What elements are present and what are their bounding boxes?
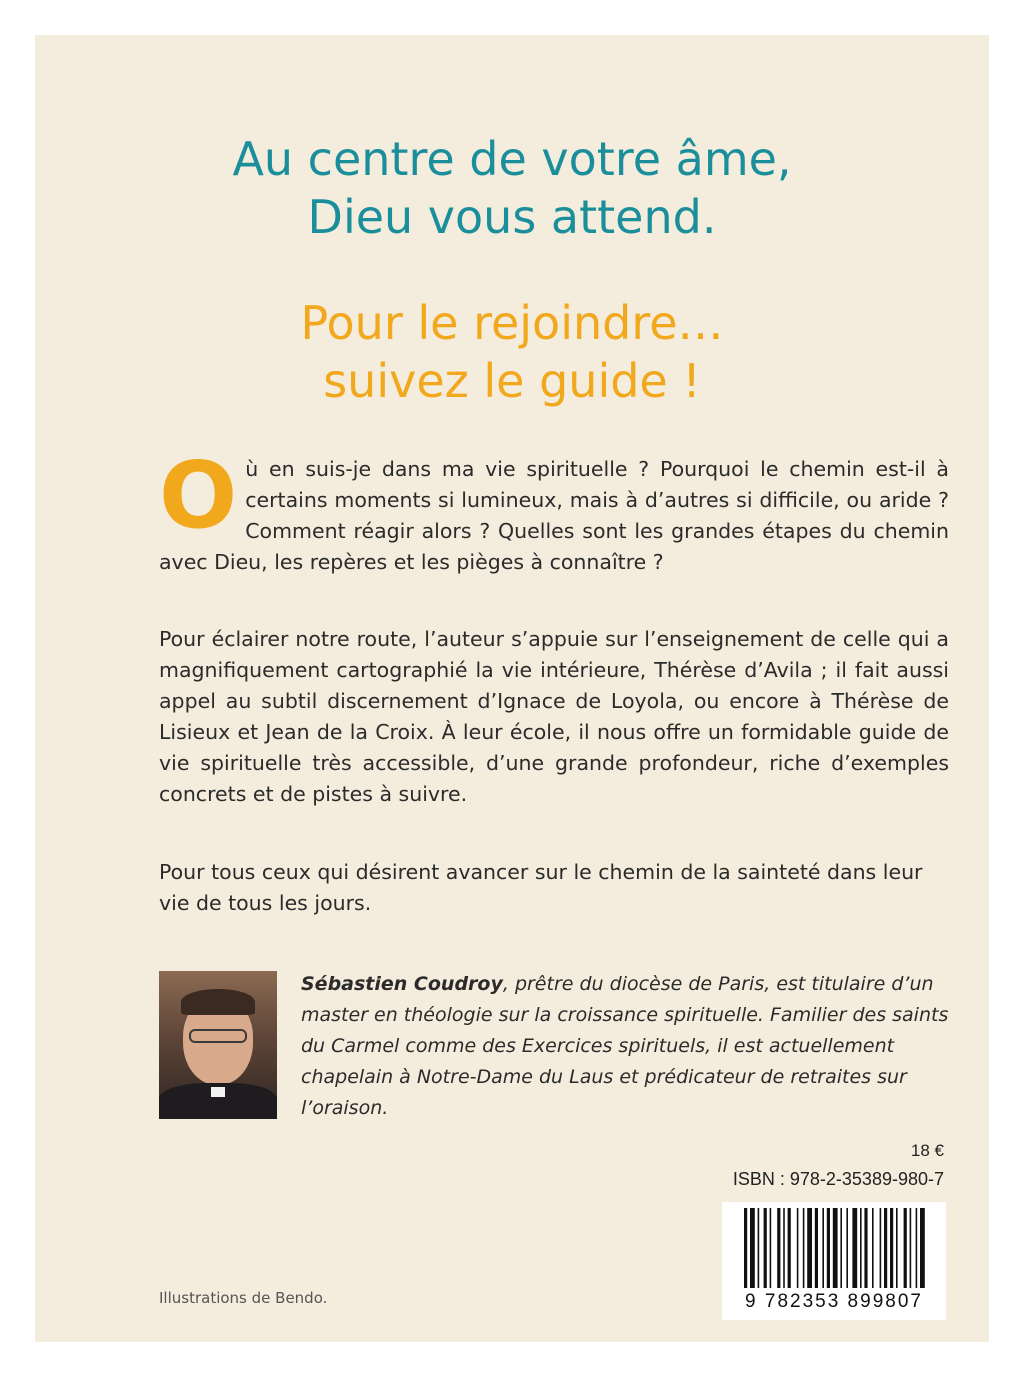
author-collar — [211, 1087, 225, 1097]
barcode-bar — [788, 1208, 791, 1288]
barcode-bar — [797, 1208, 799, 1288]
barcode-bar — [744, 1208, 747, 1288]
author-bio — [301, 969, 951, 1124]
author-name: Sébastien Coudroy — [301, 973, 503, 995]
author-glasses — [189, 1029, 247, 1043]
barcode-bar — [880, 1208, 882, 1288]
author-photo — [159, 971, 277, 1119]
dropcap: O — [159, 442, 238, 549]
barcode-bar — [910, 1208, 912, 1288]
barcode-bar — [860, 1208, 862, 1288]
author-hair — [181, 989, 255, 1015]
barcode-bars — [722, 1202, 946, 1292]
back-cover — [35, 35, 989, 1342]
barcode-bar — [777, 1208, 780, 1288]
headline-line-1: Au centre de votre âme, — [232, 132, 792, 186]
barcode-bar — [884, 1208, 887, 1288]
barcode-bar — [920, 1208, 925, 1288]
barcode-bar — [815, 1208, 818, 1288]
headline-teal — [35, 130, 989, 246]
barcode-bar — [916, 1208, 918, 1288]
paragraph-description: Pour éclairer notre route, l’auteur s’appuie sur l’enseignement de celle qui a magnifiquement cartographié la vie intérieure, Thérèse d’Avila ; il fait aussi appel au subtil discernement d’Ignace de Loyola, ou encore à Thérèse de Lisieux et Jean de la Croix. À leur école, il nous offre un formidable guide de vie spirituelle très accessible, d’une grande profondeur, riche d’exemples concrets et de pistes à suivre. — [159, 627, 949, 806]
barcode-bar — [770, 1208, 772, 1288]
barcode-number: 9 782353 899807 — [745, 1291, 923, 1312]
barcode-bar — [840, 1208, 842, 1288]
illustration-credits: Illustrations de Bendo. — [159, 1289, 328, 1307]
headline-gold — [35, 294, 989, 410]
barcode-bar — [833, 1208, 838, 1288]
barcode-bar — [896, 1208, 898, 1288]
barcode-bar — [827, 1208, 830, 1288]
paragraph-intro — [159, 442, 949, 578]
barcode-bar — [764, 1208, 767, 1288]
barcode-bar — [807, 1208, 812, 1288]
paragraph-audience: Pour tous ceux qui désirent avancer sur le chemin de la sainteté dans leur vie de tous les jours. — [159, 860, 923, 915]
headline-line-2: Dieu vous attend. — [307, 190, 717, 244]
barcode-bar — [822, 1208, 824, 1288]
barcode-bar — [783, 1208, 785, 1288]
barcode-bar — [890, 1208, 893, 1288]
barcode-bar — [872, 1208, 874, 1288]
price: 18 € — [910, 1141, 944, 1160]
author-bio-text: , prêtre du diocèse de Paris, est titulaire d’un master en théologie sur la croissance spirituelle. Familier des saints du Carmel comme des Exercices spirituels, il est actuellement chapelain à Notre-Dame du Laus et prédicateur de retraites sur l’oraison. — [301, 973, 949, 1119]
barcode-bar — [846, 1208, 848, 1288]
barcode-bar — [750, 1208, 755, 1288]
isbn: ISBN : 978-2-35389-980-7 — [732, 1169, 944, 1189]
barcode-bar — [852, 1208, 857, 1288]
barcode-bar — [803, 1208, 805, 1288]
barcode-bar — [904, 1208, 907, 1288]
headline-line-4: suivez le guide ! — [323, 354, 701, 408]
paragraph-intro-text: ù en suis-je dans ma vie spirituelle ? Pourquoi le chemin est-il à certains moments si lumineux, mais à d’autres si difficile, ou aride ? Comment réagir alors ? Quelles sont les grandes étapes du chemin avec Dieu, les repères et les pièges à connaître ? — [159, 457, 949, 574]
headline-line-3: Pour le rejoindre… — [300, 296, 724, 350]
barcode — [722, 1202, 946, 1320]
barcode-bar — [758, 1208, 760, 1288]
barcode-bar — [864, 1208, 867, 1288]
